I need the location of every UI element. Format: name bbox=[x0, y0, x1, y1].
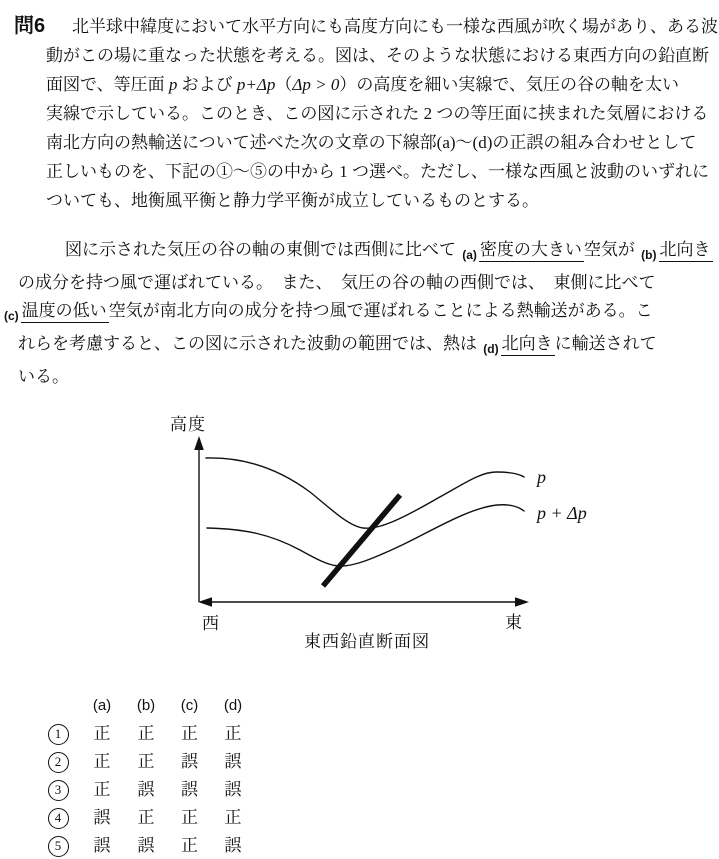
passage-text: れらを考慮すると、この図に示された波動の範囲では、熱は bbox=[18, 334, 482, 353]
isobar-p-curve bbox=[206, 458, 524, 528]
passage-text: 空気が bbox=[583, 240, 640, 259]
question-line-text: および bbox=[177, 75, 237, 94]
question-line: ついても、地衡風平衡と静力学平衡が成立しているものとする。 bbox=[46, 191, 539, 210]
answer-cell: 正 bbox=[137, 808, 155, 827]
question-line: 実線で示している。このとき、この図に示された 2 つの等圧面に挟まれた気層における bbox=[46, 104, 709, 123]
header-b: (b) bbox=[136, 697, 156, 714]
figure-caption: 東西鉛直断面図 bbox=[304, 632, 430, 651]
question-line: 動がこの場に重なった状態を考える。図は、そのような状態における東西方向の鉛直断 bbox=[46, 46, 709, 65]
answer-cell: 正 bbox=[93, 752, 111, 771]
answer-cell: 正 bbox=[224, 808, 242, 827]
circled-number: 5 bbox=[48, 836, 69, 857]
question-line: 正しいものを、下記の①～⑤の中から 1 つ選べ。ただし、一様な西風と波動のいずれに bbox=[46, 162, 709, 181]
passage-line bbox=[18, 236, 719, 269]
underlined-c: 温度の低い bbox=[21, 301, 109, 323]
answer-cell: 誤 bbox=[181, 780, 198, 799]
option-row bbox=[36, 804, 255, 832]
marker-a: (a) bbox=[462, 248, 477, 262]
answer-cell: 正 bbox=[93, 724, 111, 743]
west-label: 西 bbox=[202, 614, 220, 633]
option-number bbox=[36, 776, 80, 804]
answer-cell: 正 bbox=[181, 836, 198, 855]
pressure-symbol: p bbox=[168, 75, 178, 94]
answer-cell: 誤 bbox=[181, 752, 198, 771]
header-spacer bbox=[36, 692, 80, 720]
answer-cell: 誤 bbox=[137, 836, 155, 855]
east-label: 東 bbox=[505, 613, 523, 632]
answer-cell: 誤 bbox=[93, 836, 111, 855]
answer-table-header bbox=[36, 692, 255, 720]
answer-cell: 正 bbox=[137, 724, 155, 743]
passage bbox=[4, 236, 719, 391]
option-row bbox=[36, 720, 255, 748]
passage-line: の成分を持つ風で運ばれている。 また、 気圧の谷の軸の西側では、 東側に比べて bbox=[18, 273, 656, 292]
y-axis-arrow bbox=[194, 436, 204, 450]
question-line-text: ）の高度を細い実線で、気圧の谷の軸を太い bbox=[339, 75, 679, 94]
x-axis-right-arrow bbox=[515, 597, 529, 607]
answer-table bbox=[36, 692, 255, 859]
marker-c: (c) bbox=[4, 309, 19, 323]
x-axis-left-arrow bbox=[198, 597, 212, 607]
option-number bbox=[36, 748, 80, 776]
option-number bbox=[36, 832, 80, 859]
marker-b: (b) bbox=[641, 248, 657, 262]
altitude-axis-label: 高度 bbox=[170, 415, 206, 434]
answer-cell: 正 bbox=[137, 752, 155, 771]
passage-text: 図に示された気圧の谷の軸の東側では西側に比べて bbox=[65, 240, 461, 259]
curve-p-delta-label: p + Δp bbox=[537, 503, 587, 523]
paren-open: （ bbox=[275, 75, 293, 94]
question-statement bbox=[46, 12, 718, 215]
option-number bbox=[36, 804, 80, 832]
question-line: 北半球中緯度において水平方向にも高度方向にも一様な西風が吹く場があり、ある波 bbox=[72, 17, 718, 36]
passage-line bbox=[4, 297, 719, 330]
question-line: 南北方向の熱輸送について述べた次の文章の下線部(a)～(d)の正誤の組み合わせとして bbox=[46, 133, 697, 152]
circled-number: 2 bbox=[48, 752, 69, 773]
answer-cell: 誤 bbox=[224, 780, 242, 799]
passage-text: 空気が南北方向の成分を持つ風で運ばれることによる熱輸送がある。こ bbox=[108, 301, 653, 320]
underlined-a: 密度の大きい bbox=[479, 240, 584, 262]
delta-condition: Δp > 0 bbox=[292, 75, 340, 94]
circled-number: 1 bbox=[48, 724, 69, 745]
answer-cell: 誤 bbox=[224, 752, 242, 771]
answer-cell: 正 bbox=[181, 808, 198, 827]
circled-number: 3 bbox=[48, 780, 69, 801]
question-number: 問6 bbox=[14, 15, 46, 37]
underlined-d: 北向き bbox=[501, 334, 555, 356]
underlined-b: 北向き bbox=[659, 240, 713, 262]
answer-cell: 正 bbox=[224, 724, 242, 743]
passage-line bbox=[18, 330, 719, 363]
cross-section-figure bbox=[0, 405, 719, 665]
answer-cell: 誤 bbox=[224, 836, 242, 855]
answer-cell: 誤 bbox=[93, 808, 111, 827]
marker-d: (d) bbox=[483, 342, 499, 356]
header-a: (a) bbox=[92, 697, 112, 714]
option-number bbox=[36, 720, 80, 748]
question-line-text: 面図で、等圧面 bbox=[46, 75, 169, 94]
passage-line: いる。 bbox=[18, 367, 69, 386]
answer-cell: 正 bbox=[93, 780, 111, 799]
answer-cell: 誤 bbox=[137, 780, 155, 799]
trough-axis-line bbox=[323, 495, 400, 586]
passage-text: に輸送されて bbox=[554, 334, 657, 353]
option-row bbox=[36, 832, 255, 859]
pressure-plus-delta-symbol: p+Δp bbox=[236, 75, 276, 94]
option-row bbox=[36, 776, 255, 804]
circled-number: 4 bbox=[48, 808, 69, 829]
header-d: (d) bbox=[223, 697, 243, 714]
question-line bbox=[46, 70, 718, 99]
answer-cell: 正 bbox=[181, 724, 198, 743]
option-row bbox=[36, 748, 255, 776]
header-c: (c) bbox=[180, 697, 199, 714]
curve-p-label: p bbox=[537, 467, 546, 487]
